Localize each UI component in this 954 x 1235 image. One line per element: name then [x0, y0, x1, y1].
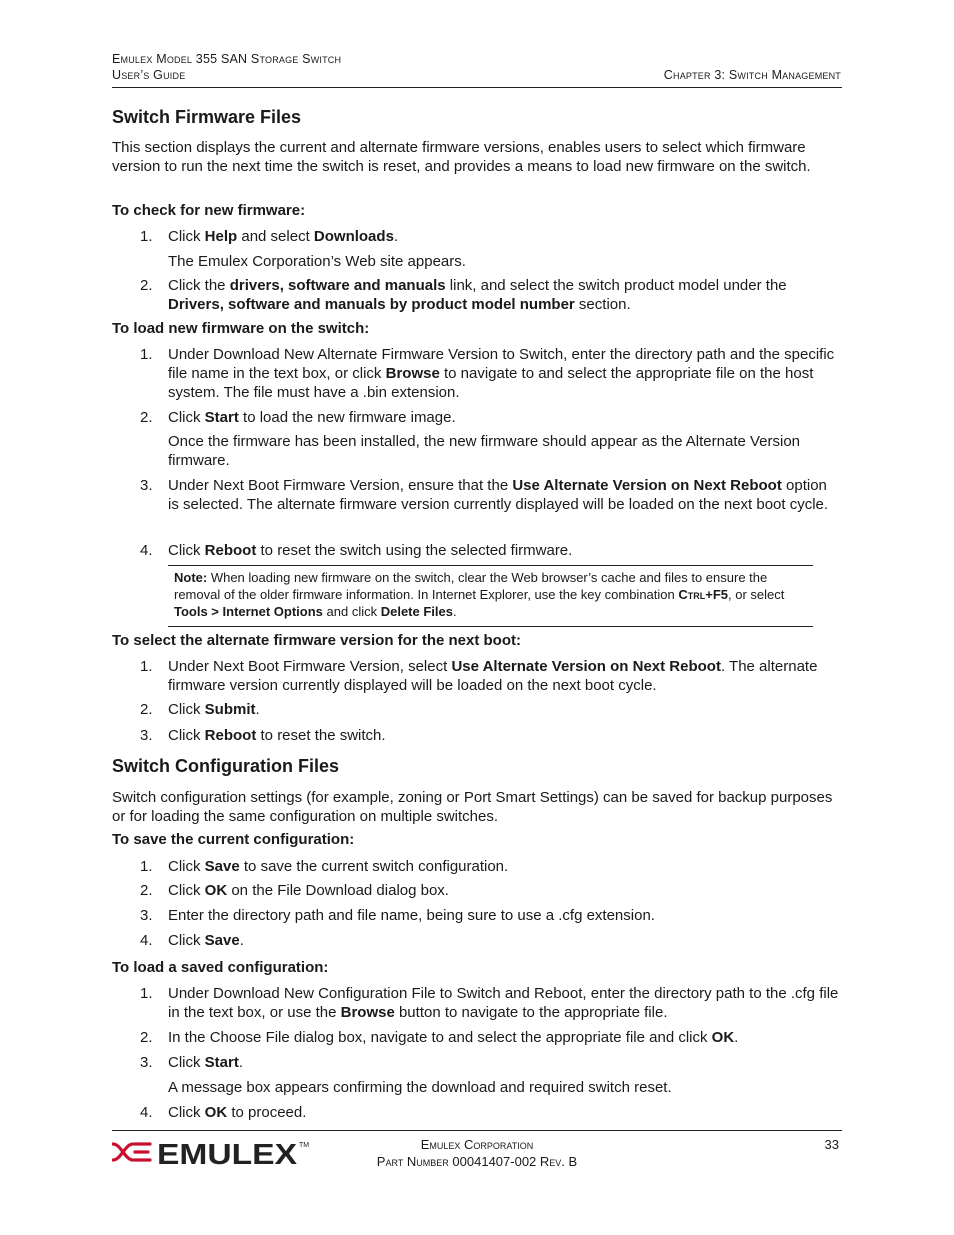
logo-trademark: TM [299, 1142, 310, 1149]
step-result: Once the firmware has been installed, the new firmware should appear as the Alternate Version firmware. [168, 433, 801, 469]
footer-part-number: Part Number 00041407-002 Rev. B [376, 1154, 578, 1169]
logo-wordmark: EMULEX [157, 1139, 298, 1168]
firmware-intro: This section displays the current and alternate firmware versions, enables users to select which firmware version to run the next time the switch is reset, and provides a means to load new firmware on the switch. [112, 139, 811, 175]
header-title: Emulex Model 355 SAN Storage Switch [112, 52, 342, 66]
footer-company: Emulex Corporation [420, 1137, 534, 1152]
header-subtitle: User’s Guide [112, 68, 186, 82]
subheading-save-config: To save the current configuration: [112, 831, 355, 848]
footer-rule [112, 1130, 842, 1131]
step-result: The Emulex Corporation’s Web site appears. [168, 253, 466, 270]
step-result: A message box appears confirming the download and required switch reset. [168, 1079, 672, 1096]
header-rule [112, 87, 842, 88]
note-label: Note: [174, 570, 208, 585]
section-heading-config: Switch Configuration Files [112, 756, 340, 776]
key-combination: Ctrl+F5 [678, 587, 729, 602]
header-chapter: Chapter 3: Switch Management [663, 68, 841, 82]
page-number: 33 [824, 1137, 839, 1152]
emulex-logo [112, 1136, 312, 1168]
emulex-mark-icon [113, 1144, 150, 1160]
subheading-load-config: To load a saved configuration: [112, 959, 329, 976]
section-heading-firmware: Switch Firmware Files [112, 107, 302, 127]
subheading-load-firmware: To load new firmware on the switch: [112, 320, 370, 337]
note-text: Note: When loading new firmware on the switch, clear the Web browser’s cache and files to ensure the removal of the older firmware information. In Internet Explorer, use the key combination Ctrl+F5, or select Tools > Internet Options and click Delete Files. [174, 570, 785, 619]
subheading-alternate-firmware: To select the alternate firmware version for the next boot: [112, 632, 521, 649]
subheading-check-firmware: To check for new firmware: [112, 202, 306, 219]
note-box [168, 565, 813, 627]
config-intro: Switch configuration settings (for example, zoning or Port Smart Settings) can be saved for backup purposes or for loading the same configuration on multiple switches. [112, 789, 833, 825]
